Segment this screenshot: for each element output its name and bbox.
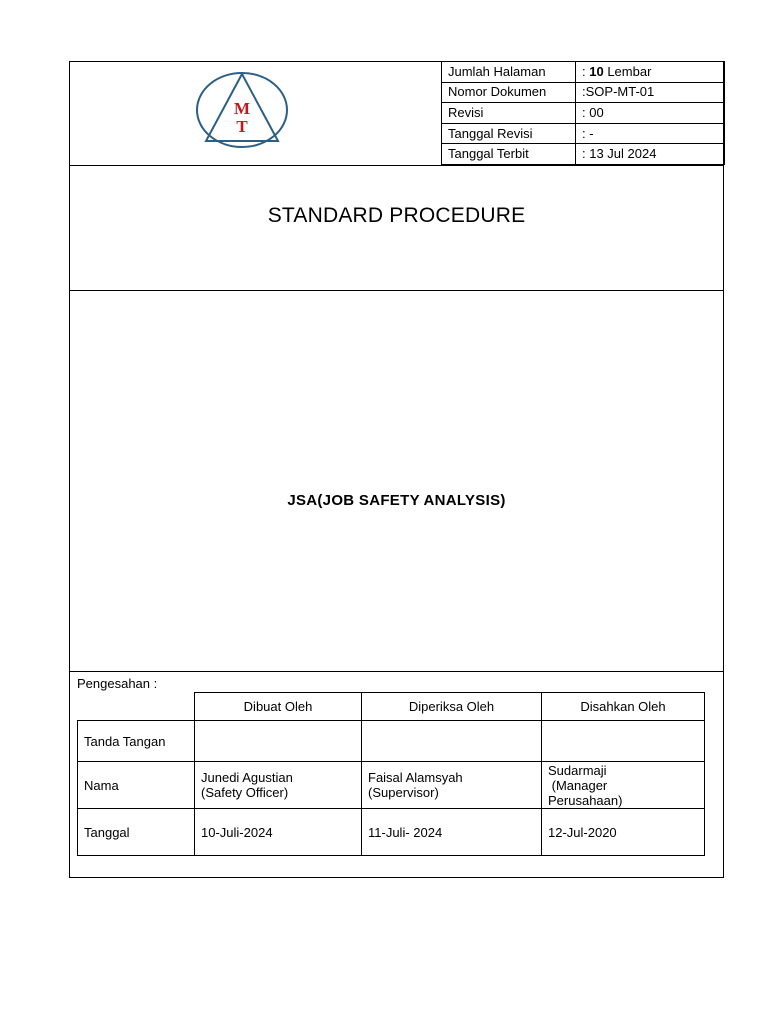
logo-letter-t: T <box>236 117 248 136</box>
approval-header-row <box>78 693 705 721</box>
info-label: Revisi <box>442 103 576 124</box>
info-row-tanggal-revisi <box>442 123 725 144</box>
column-header-disahkan: Disahkan Oleh <box>542 693 705 721</box>
signature-cell-diperiksa <box>362 721 542 762</box>
nama-disahkan-role-2: Perusahaan) <box>548 792 623 808</box>
info-row-tanggal-terbit <box>442 144 725 165</box>
company-logo <box>195 70 289 150</box>
nama-dibuat-name: Junedi Agustian <box>201 770 293 785</box>
tanggal-cell-diperiksa: 11-Juli- 2024 <box>362 809 542 856</box>
nama-cell-diperiksa <box>362 762 542 809</box>
approval-row-tanda-tangan <box>78 721 705 762</box>
nama-disahkan-role-1: (Manager <box>548 777 608 793</box>
info-row-revisi <box>442 103 725 124</box>
info-label: Nomor Dokumen <box>442 82 576 103</box>
signature-cell-dibuat <box>195 721 362 762</box>
divider-header <box>70 165 723 166</box>
logo-letter-m: M <box>233 99 251 118</box>
document-title: STANDARD PROCEDURE <box>267 204 526 227</box>
info-label: Tanggal Terbit <box>442 144 576 165</box>
info-label: Jumlah Halaman <box>442 62 576 83</box>
nama-cell-disahkan <box>542 762 705 809</box>
nama-diperiksa-name: Faisal Alamsyah <box>368 770 463 785</box>
approval-table <box>77 692 705 856</box>
row-label-nama: Nama <box>78 762 195 809</box>
approval-row-nama <box>78 762 705 809</box>
document-frame <box>69 61 724 878</box>
nama-disahkan-name: Sudarmaji <box>548 762 607 778</box>
info-row-nomor-dokumen <box>442 82 725 103</box>
column-header-dibuat: Dibuat Oleh <box>195 693 362 721</box>
divider-title <box>70 290 723 291</box>
row-label-tanggal: Tanggal <box>78 809 195 856</box>
nama-dibuat-role: (Safety Officer) <box>201 785 289 800</box>
divider-approval <box>70 671 723 672</box>
tanggal-cell-disahkan: 12-Jul-2020 <box>542 809 705 856</box>
info-value: : 13 Jul 2024 <box>576 144 725 165</box>
info-value: :SOP-MT-01 <box>576 82 725 103</box>
info-value: : - <box>576 123 725 144</box>
document-subtitle: JSA(JOB SAFETY ANALYSIS) <box>287 492 506 509</box>
info-row-jumlah-halaman <box>442 62 725 83</box>
approval-label: Pengesahan : <box>77 676 158 691</box>
approval-row-tanggal <box>78 809 705 856</box>
row-label-tanda-tangan: Tanda Tangan <box>78 721 195 762</box>
nama-diperiksa-role: (Supervisor) <box>368 785 439 800</box>
signature-cell-disahkan <box>542 721 705 762</box>
info-label: Tanggal Revisi <box>442 123 576 144</box>
info-value: : 00 <box>576 103 725 124</box>
nama-cell-dibuat <box>195 762 362 809</box>
tanggal-cell-dibuat: 10-Juli-2024 <box>195 809 362 856</box>
info-value: : 10 Lembar <box>576 62 725 83</box>
document-info-table <box>441 61 725 165</box>
approval-corner-cell <box>78 693 195 721</box>
column-header-diperiksa: Diperiksa Oleh <box>362 693 542 721</box>
